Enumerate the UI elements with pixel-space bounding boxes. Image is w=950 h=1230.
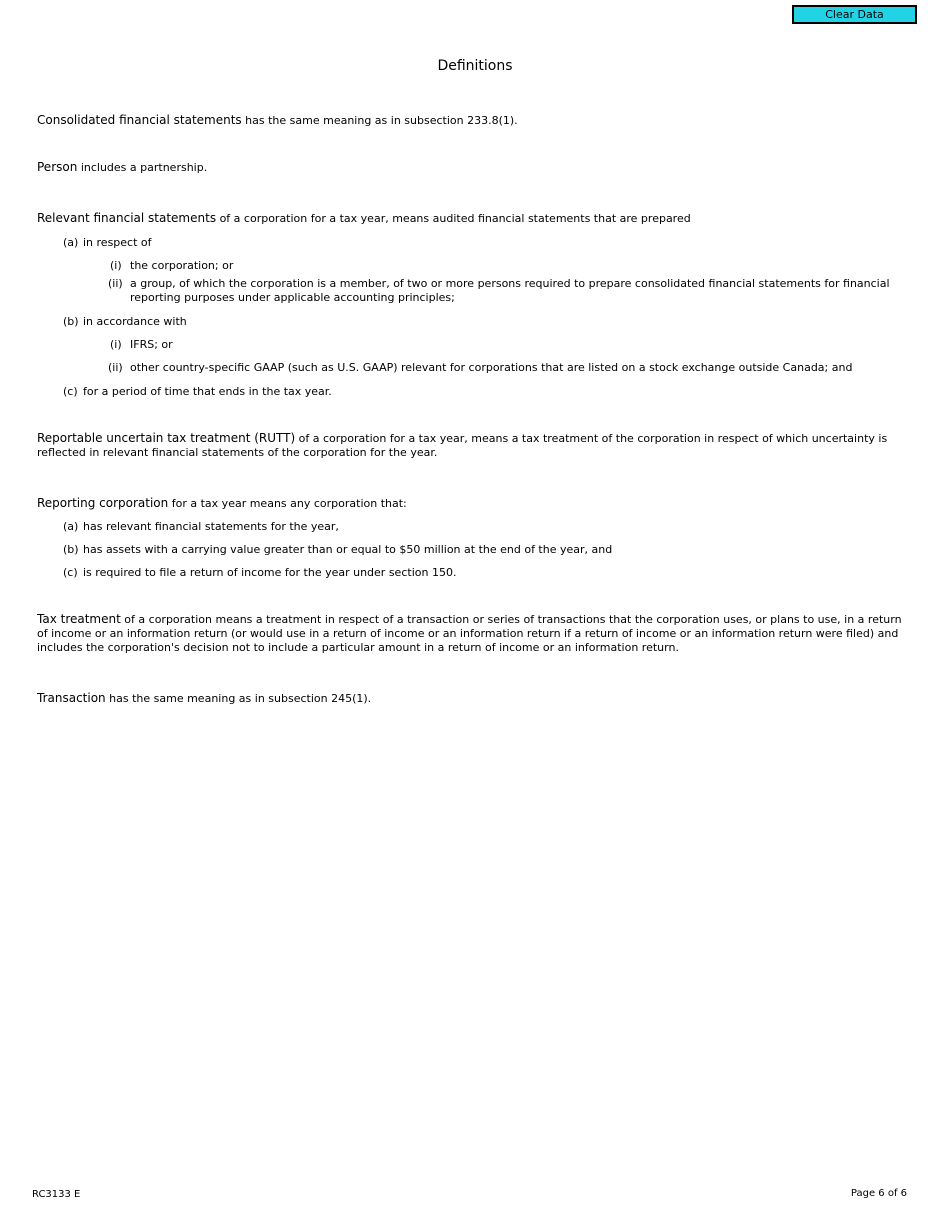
definition-tax-treatment <box>37 612 905 655</box>
definition-transaction <box>37 691 905 706</box>
definition-text: of a corporation means a treatment in respect of a transaction or series of transactions that the corporation uses, or plans to use, in a return of income or an information return (or would use in a return of income or an information return if a return of income or an information return were filed) and includes the corporation's decision not to include a particular amount in a return of income or an information return. <box>37 613 902 654</box>
item-text: has relevant financial statements for the year, <box>83 520 339 533</box>
item-text: in respect of <box>83 236 152 249</box>
term-person: Person <box>37 160 78 174</box>
item-text: other country-specific GAAP (such as U.S. GAAP) relevant for corporations that are listed on a stock exchange outside Canada; and <box>130 361 853 374</box>
item-text: has assets with a carrying value greater than or equal to $50 million at the end of the year, and <box>83 543 613 556</box>
definition-text: includes a partnership. <box>77 161 208 174</box>
term-relevant: Relevant financial statements <box>37 211 217 225</box>
term-transaction: Transaction <box>37 691 106 705</box>
page-title: Definitions <box>437 58 513 74</box>
item-text: IFRS; or <box>130 338 173 351</box>
item-text: the corporation; or <box>130 259 234 272</box>
item-label: (a) <box>63 520 79 533</box>
item-label: (b) <box>63 543 79 556</box>
definition-text: has the same meaning as in subsection 233.8(1). <box>241 114 518 127</box>
definition-rutt <box>37 431 905 460</box>
item-label: (ii) <box>108 361 123 374</box>
item-label: (i) <box>110 338 122 351</box>
term-tax-treatment: Tax treatment <box>37 612 121 626</box>
item-label: (c) <box>63 385 78 398</box>
item-label: (c) <box>63 566 78 579</box>
item-label: (ii) <box>108 277 123 290</box>
item-text: in accordance with <box>83 315 187 328</box>
term-rutt: Reportable uncertain tax treatment (RUTT) <box>37 431 296 445</box>
definition-relevant <box>37 211 905 226</box>
clear-data-button[interactable]: Clear Data <box>792 5 917 24</box>
item-text: for a period of time that ends in the tax year. <box>83 385 332 398</box>
definition-text: for a tax year means any corporation that: <box>168 497 407 510</box>
definition-text: has the same meaning as in subsection 245(1). <box>105 692 372 705</box>
definition-person <box>37 160 905 175</box>
page-number: Page 6 of 6 <box>850 1188 907 1199</box>
definition-reporting <box>37 496 905 511</box>
item-label: (a) <box>63 236 79 249</box>
definition-text: of a corporation for a tax year, means audited financial statements that are prepared <box>216 212 691 225</box>
term-consolidated: Consolidated financial statements <box>37 113 242 127</box>
definition-consolidated <box>37 113 905 128</box>
item-text: is required to file a return of income for the year under section 150. <box>83 566 457 579</box>
item-label: (i) <box>110 259 122 272</box>
term-reporting: Reporting corporation <box>37 496 169 510</box>
form-id: RC3133 E <box>32 1189 81 1200</box>
item-label: (b) <box>63 315 79 328</box>
item-text: a group, of which the corporation is a member, of two or more persons required to prepare consolidated financial statements for financial reporting purposes under applicable accounting principles; <box>130 277 890 304</box>
definition-text: of a corporation for a tax year, means a tax treatment of the corporation in respect of which uncertainty is reflected in relevant financial statements of the corporation for the year. <box>37 432 888 459</box>
